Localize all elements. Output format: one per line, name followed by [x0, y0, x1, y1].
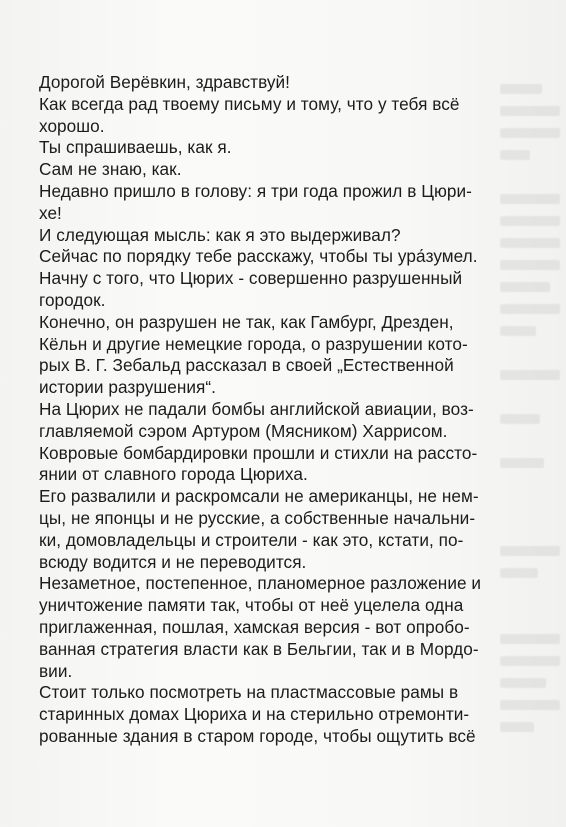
text-line: ки, домовладельцы и строители - как это, кстати, по-	[39, 529, 464, 550]
text-line: янии от славного города Цюриха.	[39, 464, 308, 485]
letter-paragraph	[39, 159, 529, 181]
letter-paragraph	[39, 399, 529, 443]
letter-paragraph	[39, 72, 529, 94]
text-line: истории разрушения“.	[39, 377, 216, 398]
letter-paragraph	[39, 181, 529, 225]
text-line: Дорогой Верёвкин, здравствуй!	[39, 72, 290, 92]
text-line: всюду водится и не переводится.	[39, 551, 307, 572]
text-line: Конечно, он разрушен не так, как Гамбург, Дрезден,	[39, 311, 454, 332]
text-line: На Цюрих не падали бомбы английской авиации, воз-	[39, 398, 474, 419]
text-line: рых В. Г. Зебальд рассказал в своей „Естественной	[39, 355, 454, 376]
letter-paragraph	[39, 225, 529, 247]
letter-paragraph	[39, 573, 529, 682]
text-line: Ты спрашиваешь, как я.	[39, 137, 232, 158]
letter-paragraph	[39, 268, 529, 312]
letter-paragraph	[39, 312, 529, 399]
text-line: Сам не знаю, как.	[39, 159, 182, 180]
letter-paragraph	[39, 486, 529, 573]
text-line: Незаметное, постепенное, планомерное разложение и	[39, 573, 482, 594]
text-line: хе!	[39, 202, 62, 223]
text-line: старинных домах Цюриха и на стерильно отремонти-	[39, 704, 470, 725]
text-line: хорошо.	[39, 115, 105, 136]
text-line: Как всегда рад твоему письму и тому, что у тебя всё	[39, 93, 460, 114]
text-line: Недавно пришло в голову: я три года прожил в Цюри-	[39, 180, 472, 201]
text-line: городок.	[39, 289, 106, 310]
letter-paragraph	[39, 682, 529, 747]
text-line: ванная стратегия власти как в Бельгии, так и в Мордо-	[39, 638, 479, 659]
text-line: цы, не японцы и не русские, а собственные начальни-	[39, 507, 476, 528]
text-line: приглаженная, пошлая, хамская версия - вот опробо-	[39, 616, 470, 637]
text-line: Сейчас по порядку тебе расскажу, чтобы ты ура́зумел.	[39, 246, 478, 267]
text-line: Начну с того, что Цюрих - совершенно разрушенный	[39, 268, 463, 289]
letter-paragraph	[39, 443, 529, 487]
text-line: Кёльн и другие немецкие города, о разрушении кото-	[39, 333, 468, 354]
text-line: уничтожение памяти так, чтобы от неё уцелела одна	[39, 595, 464, 616]
letter-paragraph	[39, 137, 529, 159]
text-line: Его развалили и раскромсали не американцы, не нем-	[39, 486, 479, 507]
text-line: рованные здания в старом городе, чтобы ощутить всё	[39, 725, 476, 746]
text-line: И следующая мысль: как я это выдерживал?	[39, 224, 401, 245]
letter-paragraph	[39, 94, 529, 138]
letter-body	[39, 72, 529, 748]
text-line: вии.	[39, 660, 73, 681]
letter-paragraph	[39, 246, 529, 268]
text-line: главляемой сэром Артуром (Мясником) Харрисом.	[39, 420, 448, 441]
text-line: Стоит только посмотреть на пластмассовые рамы в	[39, 682, 459, 703]
text-line: Ковровые бомбардировки прошли и стихли на рассто-	[39, 442, 478, 463]
